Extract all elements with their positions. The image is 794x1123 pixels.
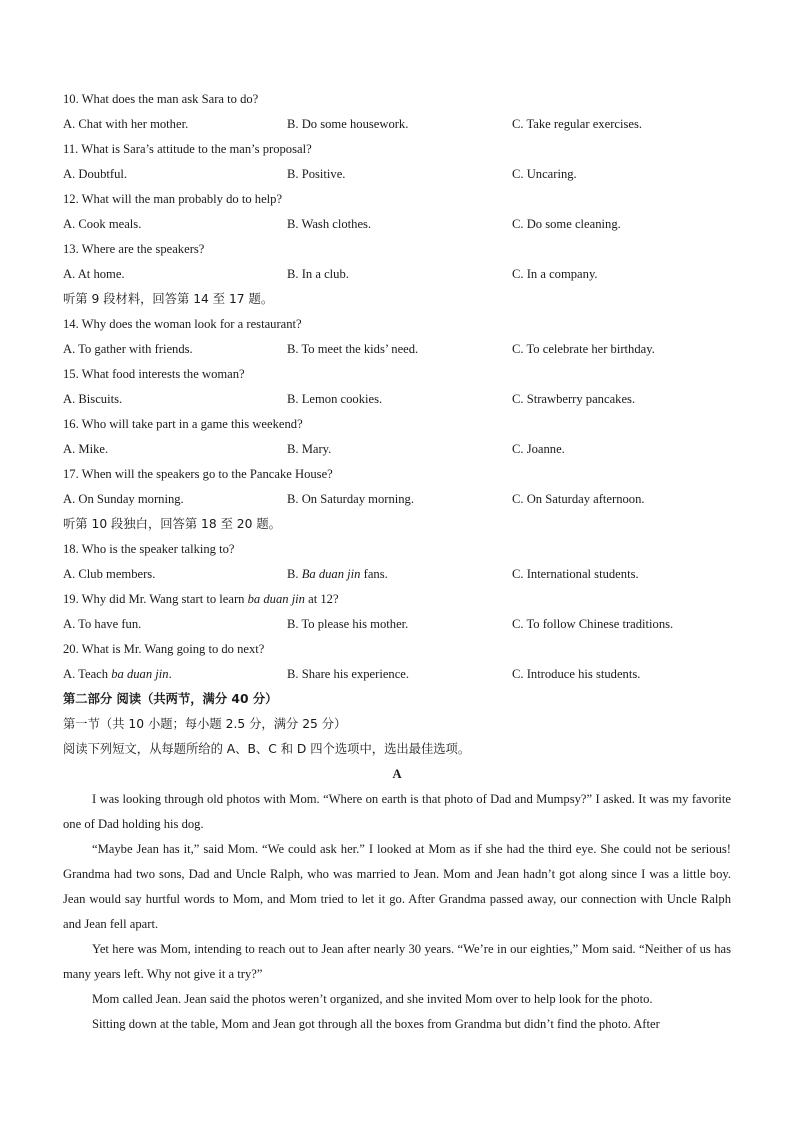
question-stem: 12. What will the man probably do to help?: [63, 192, 283, 206]
option-a: A. On Sunday morning.: [63, 492, 184, 506]
section-10-instruction: 听第 10 段独白，回答第 18 至 20 题。: [63, 517, 281, 531]
option-a: A. Biscuits.: [63, 392, 123, 406]
question-20: [63, 637, 731, 687]
option-c: C. In a company.: [512, 267, 598, 281]
option-b: B. Positive.: [287, 167, 346, 181]
option-b: B. In a club.: [287, 267, 349, 281]
option-b: B. To please his mother.: [287, 617, 409, 631]
option-c: C. Take regular exercises.: [512, 117, 643, 131]
option-a-prefix: A. Teach: [63, 667, 112, 681]
part-2-subheading: 第一节（共 10 小题；每小题 2.5 分，满分 25 分）: [63, 717, 347, 731]
option-a: A. Chat with her mother.: [63, 117, 189, 131]
options-row: [63, 262, 731, 287]
option-b: B. Lemon cookies.: [287, 392, 383, 406]
question-stem: 17. When will the speakers go to the Pancake House?: [63, 467, 333, 481]
passage-paragraph: Sitting down at the table, Mom and Jean got through all the boxes from Grandma but didn’t find the photo. After: [92, 1017, 660, 1031]
reading-passage-a: [63, 787, 731, 1037]
question-stem: 16. Who will take part in a game this weekend?: [63, 417, 303, 431]
option-b: B. Mary.: [287, 442, 332, 456]
question-item: [63, 312, 731, 362]
options-row: [63, 212, 731, 237]
option-a: A. Cook meals.: [63, 217, 142, 231]
option-c: C. On Saturday afternoon.: [512, 492, 645, 506]
question-18: [63, 537, 731, 587]
option-a: A. To gather with friends.: [63, 342, 193, 356]
question-item: [63, 412, 731, 462]
question-stem: 20. What is Mr. Wang going to do next?: [63, 642, 265, 656]
question-stem: 10. What does the man ask Sara to do?: [63, 92, 259, 106]
question-stem: [63, 587, 731, 612]
options-row: [63, 387, 731, 412]
question-item: [63, 462, 731, 512]
passage-paragraph: I was looking through old photos with Mom. “Where on earth is that photo of Dad and Mumpsy?” I asked. It was my favorite one of Dad holding his dog.: [63, 792, 731, 831]
options-row: [63, 337, 731, 362]
options-row: [63, 612, 731, 637]
question-group-14-17: [63, 312, 731, 512]
option-a: A. Club members.: [63, 567, 156, 581]
part-2-instruction: 阅读下列短文，从每题所给的 A、B、C 和 D 四个选项中，选出最佳选项。: [63, 742, 471, 756]
option-a-italic: ba duan jin: [111, 667, 169, 681]
option-b-prefix: B.: [287, 567, 302, 581]
option-b-suffix: fans.: [360, 567, 388, 581]
options-row: [63, 437, 731, 462]
passage-label: A: [392, 767, 402, 781]
section-9-instruction: 听第 9 段材料，回答第 14 至 17 题。: [63, 292, 274, 306]
question-item: [63, 87, 731, 137]
stem-italic: ba duan jin: [247, 592, 305, 606]
option-a: [63, 662, 287, 687]
options-row: [63, 112, 731, 137]
part-2-heading: 第二部分 阅读（共两节，满分 40 分）: [63, 692, 278, 706]
option-c: C. Joanne.: [512, 442, 565, 456]
option-c: C. International students.: [512, 567, 639, 581]
option-a: A. At home.: [63, 267, 125, 281]
passage-paragraph: Mom called Jean. Jean said the photos weren’t organized, and she invited Mom over to help look for the photo.: [92, 992, 653, 1006]
option-a: A. Mike.: [63, 442, 109, 456]
option-b: [287, 562, 512, 587]
question-item: [63, 237, 731, 287]
options-row: [63, 562, 731, 587]
question-stem: 18. Who is the speaker talking to?: [63, 542, 235, 556]
question-stem: 14. Why does the woman look for a restaurant?: [63, 317, 302, 331]
options-row: [63, 662, 731, 687]
stem-prefix: 19. Why did Mr. Wang start to learn: [63, 592, 248, 606]
options-row: [63, 487, 731, 512]
option-c: C. Uncaring.: [512, 167, 577, 181]
option-c: C. To follow Chinese traditions.: [512, 617, 674, 631]
passage-paragraph: “Maybe Jean has it,” said Mom. “We could ask her.” I looked at Mom as if she had the third eye. She could not be serious! Grandma had two sons, Dad and Uncle Ralph, who was married to Jean. Mom and Jean hadn’t got along since I was a little boy. Jean would say hurtful words to Mom, and Mom tried to let it go. After Grandma passed away, our connection with Uncle Ralph and Jean fell apart.: [63, 842, 731, 931]
question-stem: 15. What food interests the woman?: [63, 367, 245, 381]
question-19: [63, 587, 731, 637]
option-b: B. On Saturday morning.: [287, 492, 414, 506]
option-b-italic: Ba duan jin: [301, 567, 361, 581]
option-a: A. To have fun.: [63, 617, 142, 631]
question-item: [63, 362, 731, 412]
stem-suffix: at 12?: [304, 592, 339, 606]
option-b: B. To meet the kids’ need.: [287, 342, 419, 356]
question-item: [63, 187, 731, 237]
option-b: B. Share his experience.: [287, 667, 410, 681]
option-b: B. Wash clothes.: [287, 217, 372, 231]
option-a-suffix: .: [168, 667, 172, 681]
question-item: [63, 137, 731, 187]
question-group-10-13: [63, 87, 731, 287]
option-c: C. Do some cleaning.: [512, 217, 621, 231]
exam-page: [63, 87, 731, 1037]
option-c: C. To celebrate her birthday.: [512, 342, 655, 356]
option-a: A. Doubtful.: [63, 167, 128, 181]
options-row: [63, 162, 731, 187]
passage-paragraph: Yet here was Mom, intending to reach out to Jean after nearly 30 years. “We’re in our eighties,” Mom said. “Neither of us has many years left. Why not give it a try?”: [63, 942, 731, 981]
option-c: C. Strawberry pancakes.: [512, 392, 636, 406]
question-stem: 13. Where are the speakers?: [63, 242, 205, 256]
option-b: B. Do some housework.: [287, 117, 409, 131]
question-stem: 11. What is Sara’s attitude to the man’s proposal?: [63, 142, 312, 156]
option-c: C. Introduce his students.: [512, 667, 641, 681]
